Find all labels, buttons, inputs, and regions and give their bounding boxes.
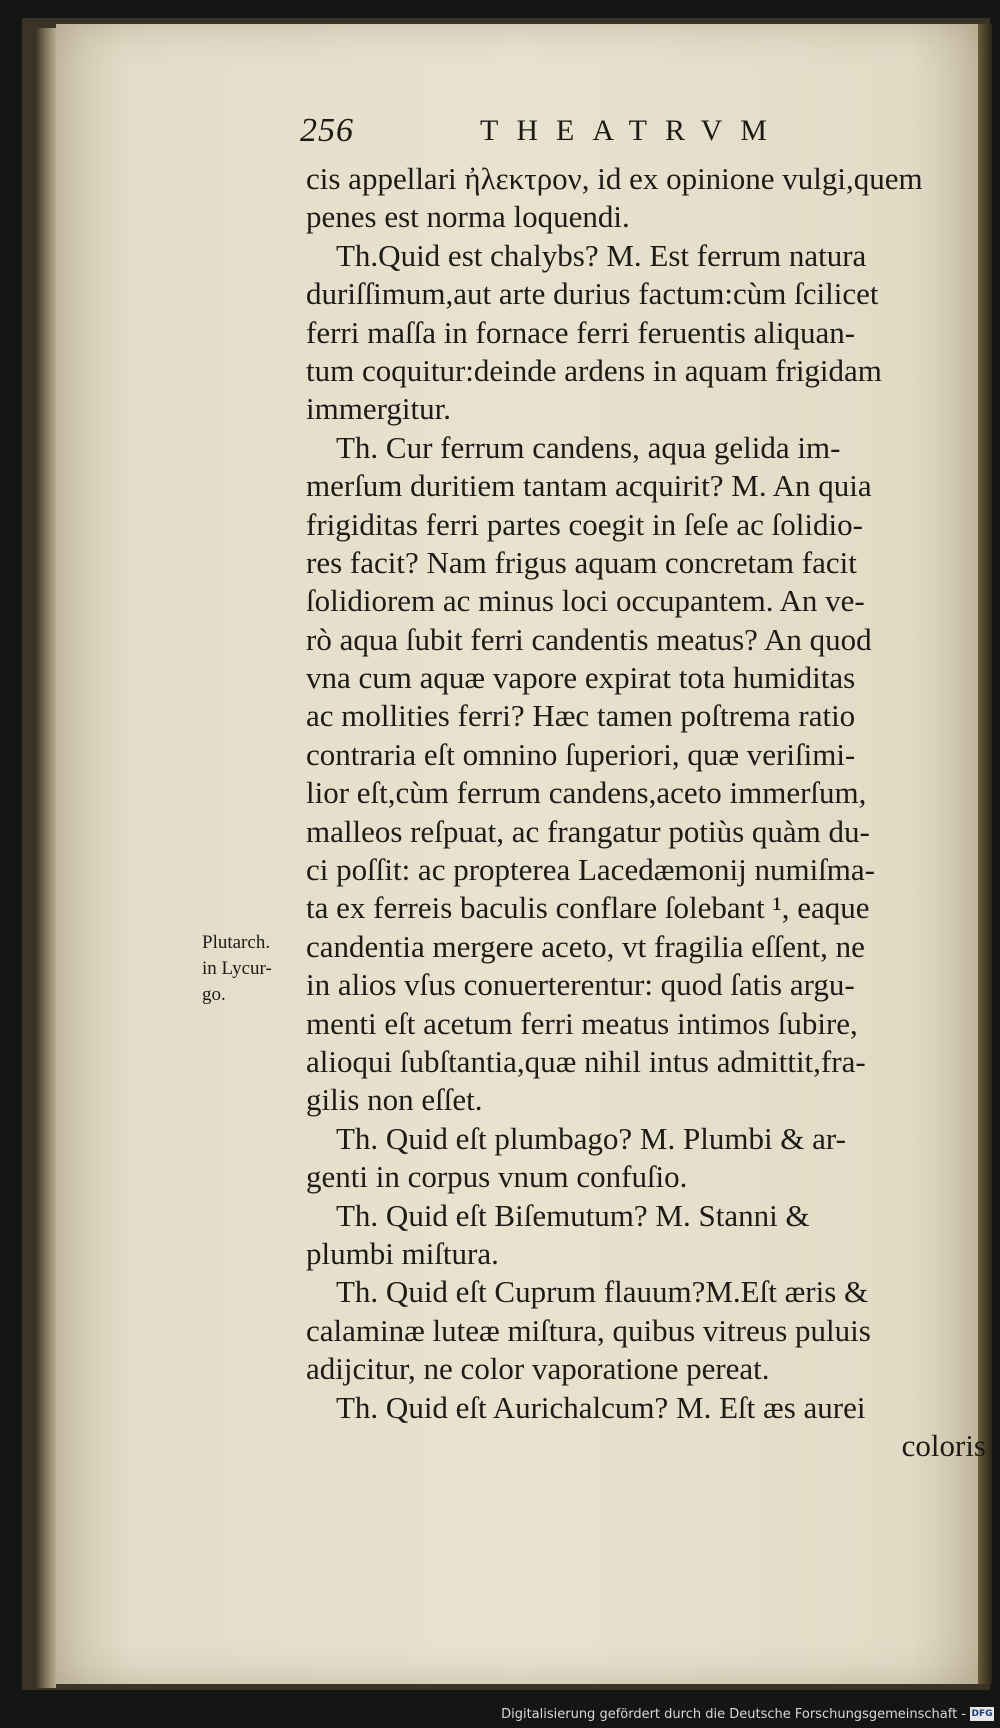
text-line: ferri maſſa in fornace ferri feruentis aliquan-	[306, 314, 856, 350]
text-line: alioqui ſubſtantia,quæ nihil intus admittit,fra-	[306, 1043, 866, 1079]
text-line: gilis non eſſet.	[306, 1082, 483, 1118]
text-line: duriſſimum,aut arte durius factum:cùm ſcilicet	[306, 276, 879, 312]
book-binding	[36, 28, 56, 1688]
page-header	[300, 112, 980, 152]
running-head: THEATRVM	[480, 114, 785, 147]
text-line: Th. Quid eſt Cuprum flauum?M.Eſt æris &	[336, 1274, 869, 1310]
text-line: Th.Quid est chalybs? M. Est ferrum natura	[336, 237, 867, 273]
text-line: menti eſt acetum ferri meatus intimos ſubire,	[306, 1005, 858, 1041]
text-line: Th. Quid eſt Biſemutum? M. Stanni &	[336, 1197, 810, 1233]
text-line: Th. Cur ferrum candens, aqua gelida im-	[336, 429, 841, 465]
text-line: frigiditas ferri partes coegit in ſeſe ac ſolidio-	[306, 506, 863, 542]
text-line: ta ex ferreis baculis conflare ſolebant ¹, eaque	[306, 890, 870, 926]
text-line: immergitur.	[306, 391, 451, 427]
text-line: vna cum aquæ vapore expirat tota humiditas	[306, 660, 856, 696]
text-line: res facit? Nam frigus aquam concretam facit	[306, 544, 857, 580]
dfg-logo: DFG	[971, 1709, 993, 1719]
text-line: candentia mergere aceto, vt fragilia eſſent, ne	[306, 928, 865, 964]
text-line: in alios vſus conuerterentur: quod ſatis argu-	[306, 967, 855, 1003]
text-line: rò aqua ſubit ferri candentis meatus? An quod	[306, 621, 872, 657]
text-line: penes est norma loquendi.	[306, 199, 630, 235]
text-line: merſum duritiem tantam acquirit? M. An quia	[306, 468, 872, 504]
text-line: plumbi miſtura.	[306, 1235, 499, 1271]
text-line: tum coquitur:deinde ardens in aquam frigidam	[306, 352, 882, 388]
body-text	[306, 160, 996, 1465]
text-line: Th. Quid eſt plumbago? M. Plumbi & ar-	[336, 1120, 846, 1156]
margin-note-line: go.	[202, 984, 226, 1005]
text-line: contraria eſt omnino ſuperiori, quæ veriſimi-	[306, 736, 856, 772]
text-line: cis appellari ἠλεκτρον, id ex opinione vulgi,quem	[306, 161, 923, 196]
margin-note-line: in Lycur-	[202, 958, 272, 979]
text-line: malleos reſpuat, ac frangatur potiùs quàm du-	[306, 813, 870, 849]
catchword: coloris	[901, 1427, 986, 1463]
text-line: adijcitur, ne color vaporatione pereat.	[306, 1351, 770, 1387]
margin-note-line: Plutarch.	[202, 932, 271, 953]
margin-note	[202, 930, 312, 1008]
footer-credit: Digitalisierung gefördert durch die Deutsche Forschungsgemeinschaft -	[501, 1707, 966, 1722]
page-number: 256	[300, 112, 354, 149]
text-line: Th. Quid eſt Aurichalcum? M. Eſt æs aurei	[336, 1389, 866, 1425]
text-line: calaminæ luteæ miſtura, quibus vitreus puluis	[306, 1312, 871, 1348]
text-line: genti in corpus vnum confuſio.	[306, 1159, 688, 1195]
text-line: ac mollities ferri? Hæc tamen poſtrema ratio	[306, 698, 856, 734]
text-line: ci poſſit: ac propterea Lacedæmonij numiſma-	[306, 852, 876, 888]
text-line: lior eſt,cùm ferrum candens,aceto immerſum,	[306, 775, 867, 811]
text-line: ſolidiorem ac minus loci occupantem. An ve-	[306, 583, 865, 619]
